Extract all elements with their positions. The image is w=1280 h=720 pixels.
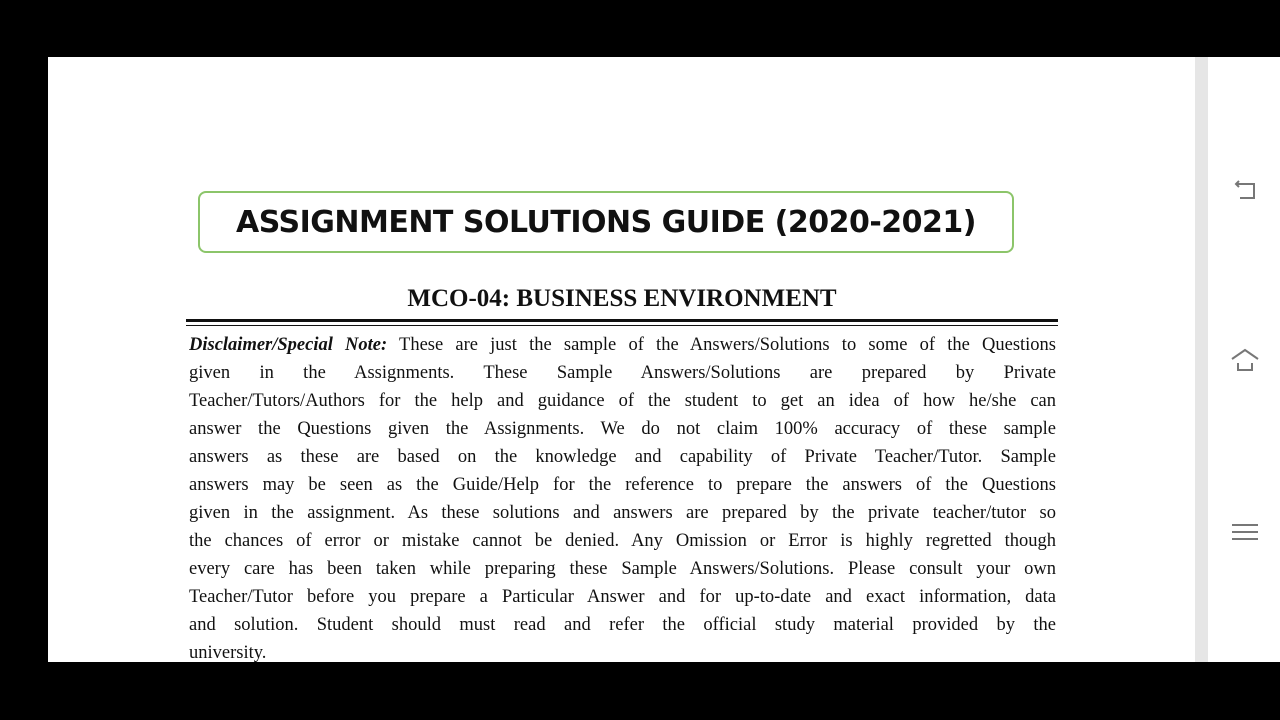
- disclaimer-line: [189, 583, 1056, 611]
- document-title-box: [198, 191, 1014, 253]
- disclaimer-line: [189, 611, 1056, 639]
- disclaimer-line-text: [189, 415, 1056, 443]
- disclaimer-text: given in the Assignments. These Sample Answers/Solutions are prepared by Private: [189, 363, 1056, 383]
- disclaimer-line: [189, 443, 1056, 471]
- navigation-bar: [1208, 57, 1280, 662]
- disclaimer-line-text: [189, 639, 1056, 667]
- disclaimer-line: [189, 639, 1056, 667]
- disclaimer-line-text: [189, 331, 1056, 359]
- disclaimer-text: and solution. Student should must read and refer the official study material provided by the: [189, 615, 1056, 635]
- recents-icon: [1230, 517, 1260, 547]
- scrollbar-track[interactable]: [1195, 57, 1208, 662]
- disclaimer-text: Teacher/Tutors/Authors for the help and guidance of the student to get an idea of how he/she can: [189, 391, 1056, 411]
- disclaimer-line: [189, 415, 1056, 443]
- disclaimer-line-text: [189, 443, 1056, 471]
- disclaimer-text: Teacher/Tutor before you prepare a Particular Answer and for up-to-date and exact information, data: [189, 587, 1056, 607]
- disclaimer-text: university.: [189, 643, 267, 663]
- disclaimer-line: [189, 387, 1056, 415]
- disclaimer-text: These are just the sample of the Answers/Solutions to some of the Questions: [387, 335, 1056, 355]
- divider-thin: [186, 325, 1058, 326]
- disclaimer-text: given in the assignment. As these solutions and answers are prepared by the private teacher/tutor so: [189, 503, 1056, 523]
- document-page: [48, 57, 1195, 662]
- divider-thick: [186, 319, 1058, 322]
- disclaimer-line-text: [189, 499, 1056, 527]
- disclaimer-line-text: [189, 611, 1056, 639]
- disclaimer-line: [189, 471, 1056, 499]
- disclaimer-text: answers may be seen as the Guide/Help for the reference to prepare the answers of the Questions: [189, 475, 1056, 495]
- disclaimer-line-text: [189, 387, 1056, 415]
- disclaimer-line-text: [189, 583, 1056, 611]
- home-icon: [1230, 345, 1260, 375]
- back-button[interactable]: [1230, 175, 1260, 205]
- document-title: ASSIGNMENT SOLUTIONS GUIDE (2020-2021): [236, 204, 976, 240]
- disclaimer-line-text: [189, 471, 1056, 499]
- disclaimer-line: [189, 359, 1056, 387]
- recents-button[interactable]: [1230, 517, 1260, 547]
- disclaimer-text: the chances of error or mistake cannot be denied. Any Omission or Error is highly regretted though: [189, 531, 1056, 551]
- disclaimer-line: [189, 331, 1056, 359]
- home-button[interactable]: [1230, 345, 1260, 375]
- disclaimer-text: every care has been taken while preparing these Sample Answers/Solutions. Please consult your own: [189, 559, 1056, 579]
- disclaimer-line: [189, 499, 1056, 527]
- disclaimer-text: answers as these are based on the knowledge and capability of Private Teacher/Tutor. Sample: [189, 447, 1056, 467]
- disclaimer-line: [189, 555, 1056, 583]
- disclaimer-line: [189, 527, 1056, 555]
- disclaimer-line-text: [189, 359, 1056, 387]
- disclaimer-line-text: [189, 555, 1056, 583]
- disclaimer-line-text: [189, 527, 1056, 555]
- disclaimer-paragraph: [189, 331, 1056, 667]
- document-subtitle: MCO-04: BUSINESS ENVIRONMENT: [407, 285, 837, 312]
- disclaimer-text: answer the Questions given the Assignments. We do not claim 100% accuracy of these sample: [189, 419, 1056, 439]
- back-icon: [1230, 175, 1260, 205]
- disclaimer-label: Disclaimer/Special Note:: [189, 335, 388, 355]
